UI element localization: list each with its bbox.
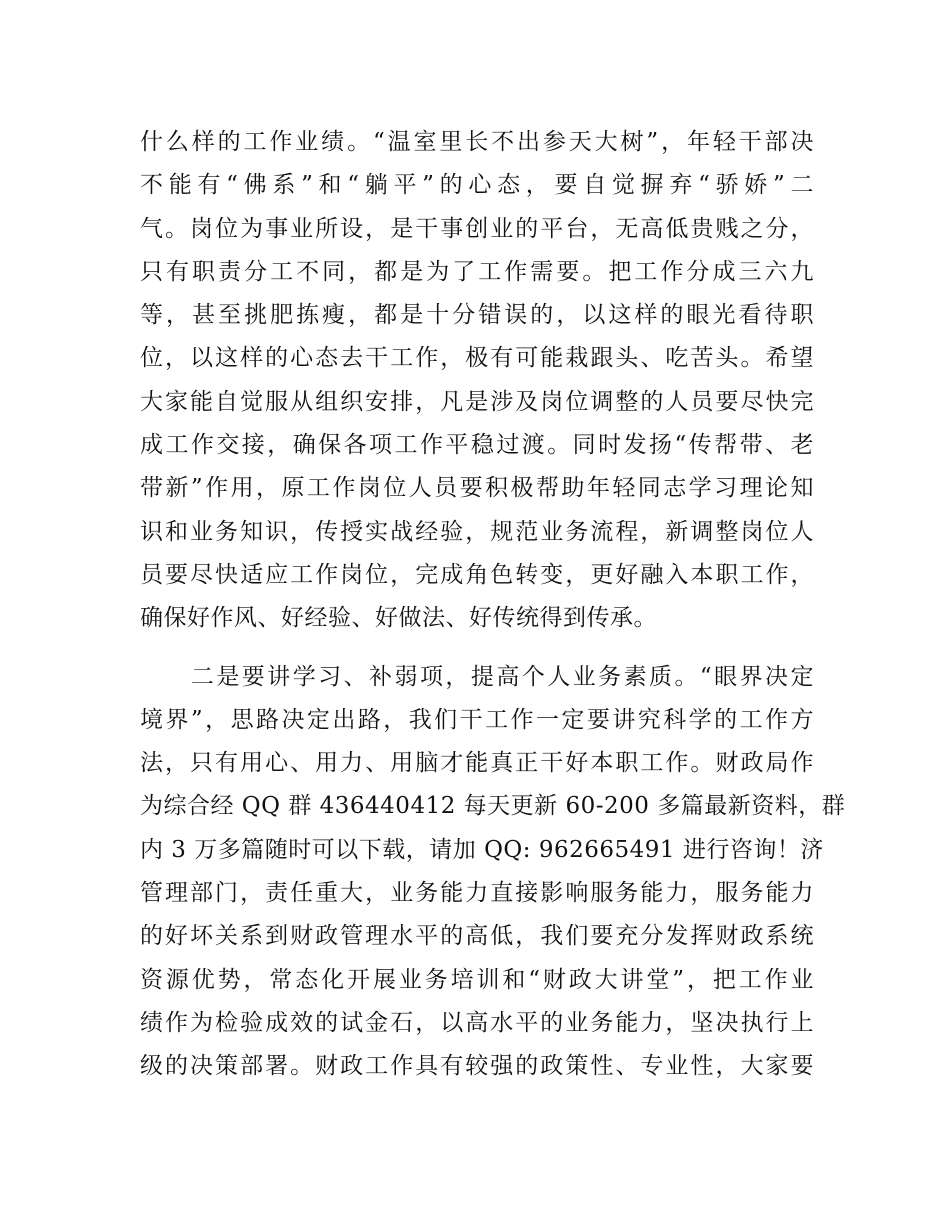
paragraph-2 xyxy=(140,656,846,1089)
text-line: 大家能自觉服从组织安排，凡是涉及岗位调整的人员要尽快完 xyxy=(140,388,814,415)
text-line: 绩作为检验成效的试金石，以高水平的业务能力，坚决执行上 xyxy=(140,1009,814,1036)
text-line: 等，甚至挑肥拣瘦，都是十分错误的，以这样的眼光看待职 xyxy=(140,302,814,329)
text-line: 内 3 万多篇随时可以下载，请加 QQ: 962665491 进行咨询！济 xyxy=(140,836,824,863)
text-line: 境界”，思路决定出路，我们干工作一定要讲究科学的工作方 xyxy=(140,706,814,733)
text-line: 位，以这样的心态去干工作，极有可能栽跟头、吃苦头。希望 xyxy=(140,345,814,372)
text-line: 带新”作用，原工作岗位人员要积极帮助年轻同志学习理论知 xyxy=(140,475,814,502)
text-line: 气。岗位为事业所设，是干事创业的平台，无高低贵贱之分， xyxy=(140,215,814,242)
text-line: 级的决策部署。财政工作具有较强的政策性、专业性，大家要 xyxy=(140,1053,814,1080)
text-line: 什么样的工作业绩。“温室里长不出参天大树”，年轻干部决 xyxy=(140,129,814,155)
text-line: 确保好作风、好经验、好做法、好传统得到传承。 xyxy=(140,605,657,632)
text-line: 法，只有用心、用力、用脑才能真正干好本职工作。财政局作 xyxy=(140,750,814,777)
text-line: 管理部门，责任重大，业务能力直接影响服务能力，服务能力 xyxy=(140,880,814,907)
document-body xyxy=(140,121,846,1089)
paragraph-1 xyxy=(140,121,814,641)
text-line: 只有职责分工不同，都是为了工作需要。把工作分成三六九 xyxy=(140,258,814,285)
text-line: 员要尽快适应工作岗位，完成角色转变，更好融入本职工作， xyxy=(140,561,814,588)
text-line: 的好坏关系到财政管理水平的高低，我们要充分发挥财政系统 xyxy=(140,923,814,950)
paragraph-gap xyxy=(140,641,814,656)
text-line: 识和业务知识，传授实战经验，规范业务流程，新调整岗位人 xyxy=(140,518,814,545)
text-line: 为综合经 QQ 群 436440412 每天更新 60-200 多篇最新资料，群 xyxy=(140,793,846,820)
text-line: 二是要讲学习、补弱项，提高个人业务素质。“眼界决定 xyxy=(140,663,814,690)
text-line: 成工作交接，确保各项工作平稳过渡。同时发扬“传帮带、老 xyxy=(140,432,814,459)
text-line: 资源优势，常态化开展业务培训和“财政大讲堂”，把工作业 xyxy=(140,966,814,993)
text-line: 不能有“佛系”和“躺平”的心态，要自觉摒弃“骄娇”二 xyxy=(140,172,814,199)
